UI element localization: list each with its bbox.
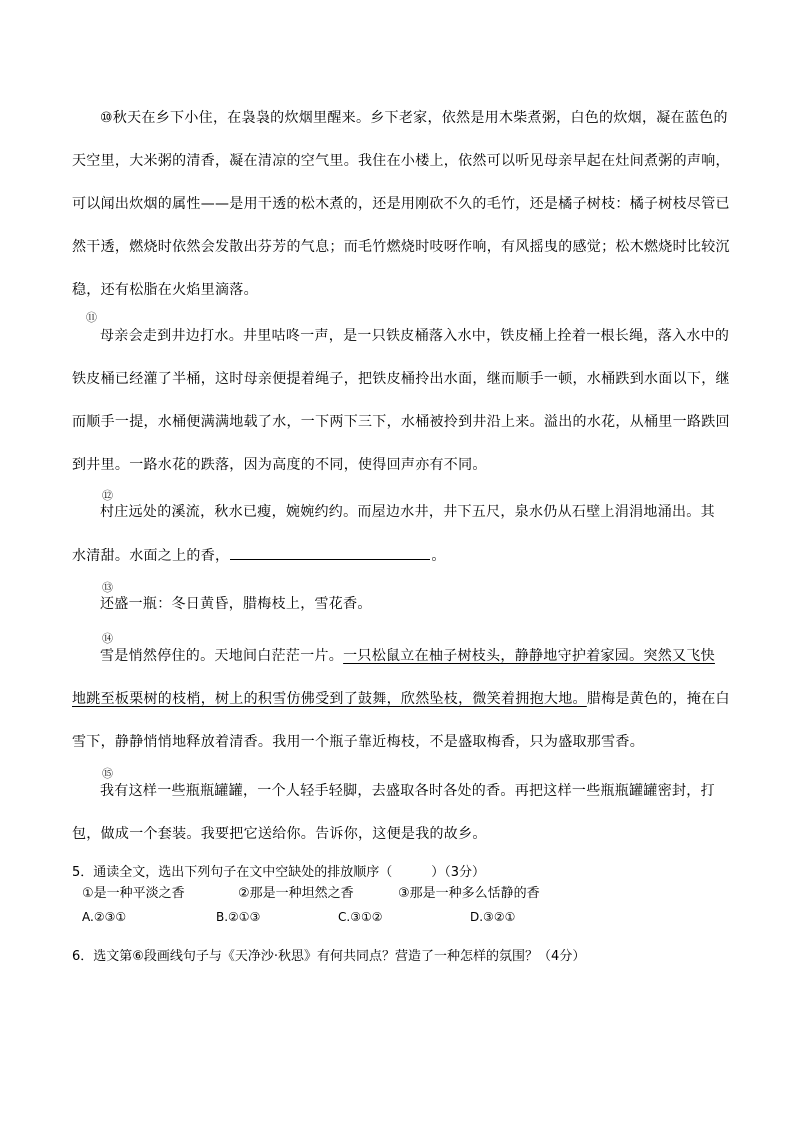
paragraph-line: 雪下，静静悄悄地释放着清香。我用一个瓶子靠近梅枝，不是盛取梅香，只为盛取那雪香。 bbox=[72, 734, 644, 750]
paragraph-line: 母亲会走到井边打水。井里咕咚一声，是一只铁皮桶落入水中，铁皮桶上拴着一根长绳，落入水中的 bbox=[100, 328, 730, 344]
question-5-option-a[interactable]: A.②③① bbox=[82, 910, 127, 924]
question-6-stem: 6．选文第⑥段画线句子与《天净沙·秋思》有何共同点？营造了一种怎样的氛围？（4分） bbox=[72, 949, 586, 964]
fill-in-blank[interactable] bbox=[230, 545, 430, 560]
paragraph-line: 然干透，燃烧时依然会发散出芬芳的气息；而毛竹燃烧时吱呀作响，有风摇曳的感觉；松木燃烧时比较沉 bbox=[72, 239, 730, 255]
question-5-item-1: ①是一种平淡之香 bbox=[82, 886, 185, 901]
paragraph-line: 铁皮桶已经灌了半桶，这时母亲便提着绳子，把铁皮桶拎出水面，继而顺手一顿，水桶跌到水面以下，继 bbox=[72, 371, 730, 387]
paragraph-line: 雪是悄然停住的。天地间白茫茫一片。一只松鼠立在柚子树枝头，静静地守护着家园。突然又飞快 bbox=[100, 648, 715, 664]
paragraph-line: 天空里，大米粥的清香，凝在清凉的空气里。我住在小楼上，依然可以听见母亲早起在灶间煮粥的声响， bbox=[72, 153, 730, 169]
paragraph-number: ⑮ bbox=[102, 767, 114, 780]
paragraph-line: 而顺手一提，水桶便满满地载了水，一下两下三下，水桶被拎到井沿上来。溢出的水花，从桶里一路跌回 bbox=[72, 414, 730, 430]
paragraph-number: ⑫ bbox=[102, 489, 114, 502]
paragraph-line: 到井里。一路水花的跌落，因为高度的不同，使得回声亦有不同。 bbox=[72, 457, 487, 473]
question-5-option-c[interactable]: C.③①② bbox=[338, 910, 383, 924]
paragraph-line: 我有这样一些瓶瓶罐罐，一个人轻手轻脚，去盛取各时各处的香。再把这样一些瓶瓶罐罐密封，打 bbox=[100, 783, 715, 799]
underlined-sentence: 地跳至板栗树的枝梢，树上的积雪仿佛受到了鼓舞，欣然坠枝，微笑着拥抱大地。 bbox=[72, 691, 587, 707]
question-5-stem: 5．通读全文，选出下列句子在文中空缺处的排放顺序（ ）（3分） bbox=[72, 865, 486, 880]
paragraph-line: 还盛一瓶：冬日黄昏，腊梅枝上，雪花香。 bbox=[100, 596, 372, 612]
paragraph-number: ⑭ bbox=[102, 632, 114, 645]
paragraph-number: ⑩ bbox=[100, 110, 113, 126]
question-5-option-b[interactable]: B.②①③ bbox=[216, 910, 261, 924]
paragraph-line: ⑩秋天在乡下小住，在袅袅的炊烟里醒来。乡下老家，依然是用木柴煮粥，白色的炊烟，凝在蓝色的 bbox=[100, 110, 728, 126]
underlined-sentence: 一只松鼠立在柚子树枝头，静静地守护着家园。突然又飞快 bbox=[343, 648, 715, 664]
paragraph-line: 包，做成一个套装。我要把它送给你。告诉你，这便是我的故乡。 bbox=[72, 826, 487, 842]
paragraph-line: 村庄远处的溪流，秋水已瘦，婉婉约约。而屋边水井，井下五尺，泉水仍从石壁上涓涓地涌出。其 bbox=[100, 504, 715, 520]
paragraph-number: ⑪ bbox=[86, 311, 98, 324]
paragraph-line: 可以闻出炊烟的属性——是用干透的松木煮的，还是用刚砍不久的毛竹，还是橘子树枝：橘子树枝尽管已 bbox=[72, 196, 730, 212]
paragraph-line: 稳，还有松脂在火焰里滴落。 bbox=[72, 282, 258, 298]
paragraph-line: 水清甜。水面之上的香， 。 bbox=[72, 545, 446, 565]
question-5-item-3: ③那是一种多么恬静的香 bbox=[398, 886, 540, 901]
paragraph-number: ⑬ bbox=[102, 581, 114, 594]
question-5-option-d[interactable]: D.③②① bbox=[470, 910, 516, 924]
question-5-item-2: ②那是一种坦然之香 bbox=[238, 886, 354, 901]
paragraph-line: 地跳至板栗树的枝梢，树上的积雪仿佛受到了鼓舞，欣然坠枝，微笑着拥抱大地。腊梅是黄色的，掩在白 bbox=[72, 691, 730, 707]
